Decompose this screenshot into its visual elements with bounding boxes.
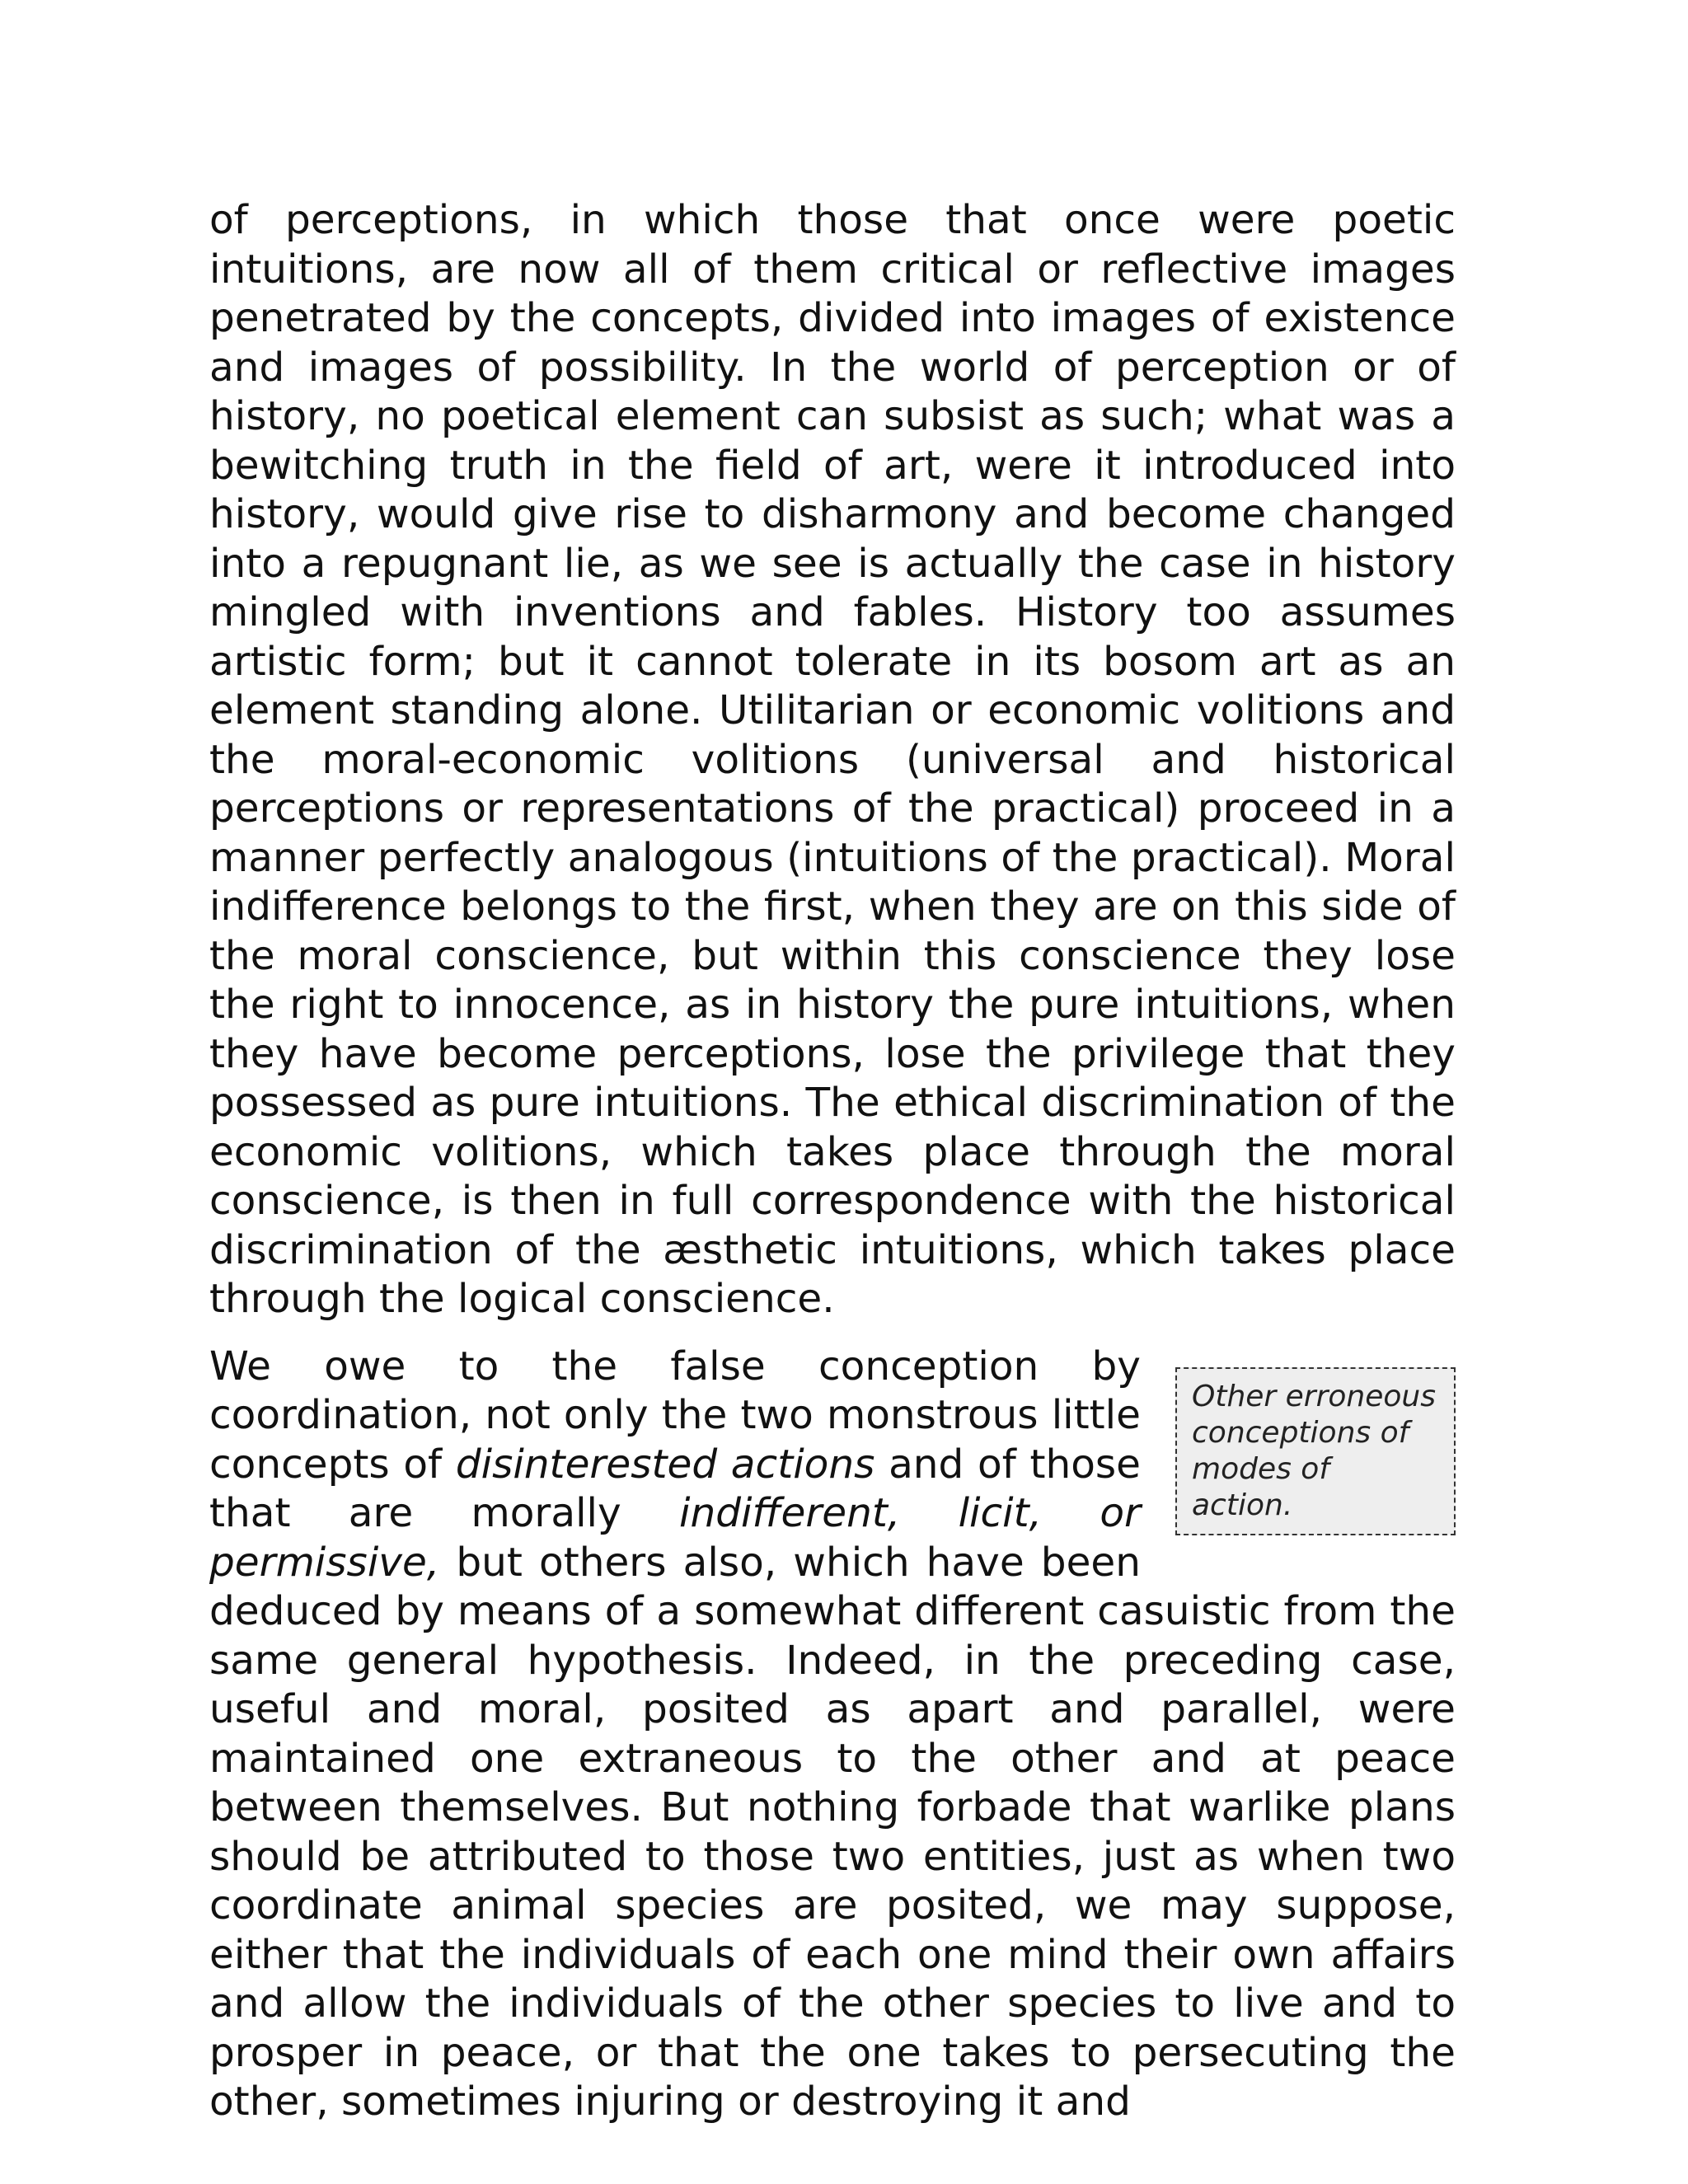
italic-term-indifferent-licit-permissive: indifferent, licit, or permissive, [209, 1490, 1141, 1586]
paragraph-continuation: of perceptions, in which those that once were poetic intuitions, are now all of them critical or reflective images penetrated by the concepts, divided into images of existence and images of possibility. In the world of perception or of history, no poetical element can subsist as such; what was a bewitching truth in the field of art, were it introduced into history, would give rise to disharmony and become changed into a repugnant lie, as we see is actually the case in history mingled with inventions and fables. History too assumes artistic form; but it cannot tolerate in its bosom art as an element standing alone. Utilitarian or economic volitions and the moral-economic volitions (universal and historical perceptions or representations of the practical) proceed in a manner perfectly analogous (intuitions of the practical). Moral indifference belongs to the first, when they are on this side of the moral conscience, but within this conscience they lose the right to innocence, as in history the pure intuitions, when they have become perceptions, lose the privilege that they possessed as pure intuitions. The ethical discrimination of the economic volitions, which takes place through the moral conscience, is then in full correspondence with the historical discrimination of the æsthetic intuitions, which takes place through the logical conscience. [209, 197, 1456, 1322]
paragraph-text-part: and of those that are morally [209, 1441, 1142, 1536]
paragraph-text-part: We owe to the false conception by coordination, not only the two monstrous little concepts of [209, 1343, 1141, 1488]
paragraph-coordination [209, 1343, 1456, 2127]
margin-note: Other erroneous conceptions of modes of action. [1175, 1367, 1456, 1535]
paragraph-text-part: but others also, which have been deduced by means of a somewhat different casuistic from the same general hypothesis. Indeed, in the preceding case, useful and moral, posited as apart and parallel, were maintained one extraneous to the other and at peace between themselves. But nothing forbade that warlike plans should be attributed to those two entities, just as when two coordinate animal species are posited, we may suppose, either that the individuals of each one mind their own affairs and allow the individuals of the other species to live and to prosper in peace, or that the one takes to persecuting the other, sometimes injuring or destroying it and [209, 1539, 1456, 2125]
document-page [209, 196, 1456, 2127]
italic-term-disinterested-actions: disinterested actions [455, 1441, 875, 1488]
